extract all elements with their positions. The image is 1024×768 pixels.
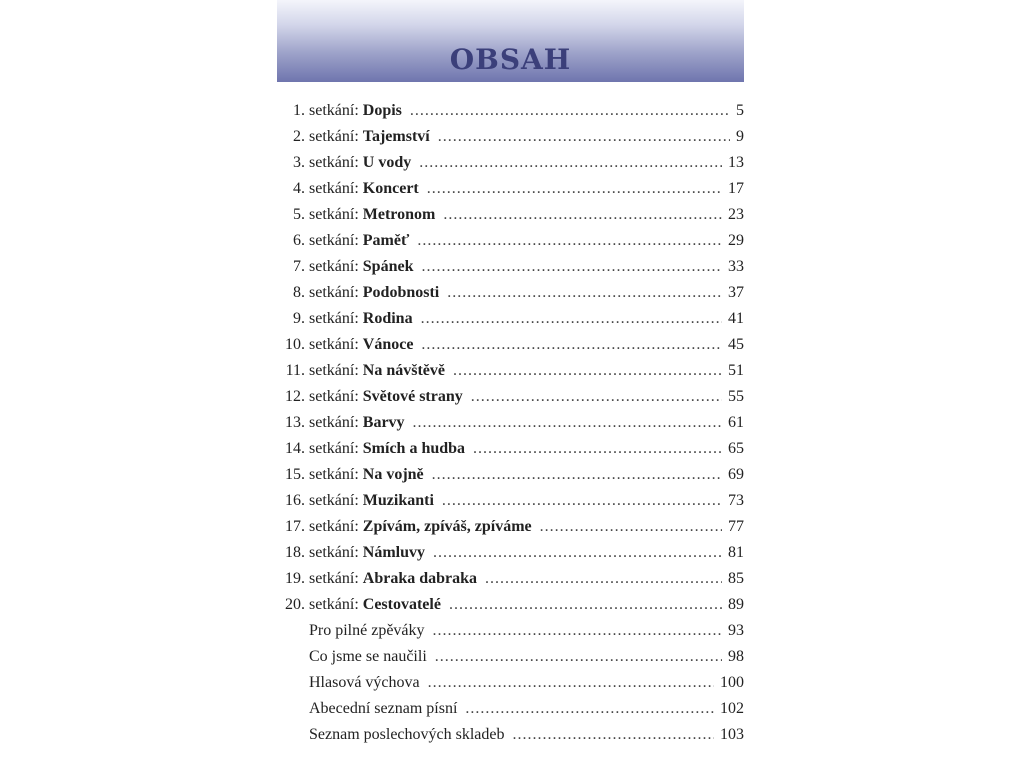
entry-prefix: setkání:	[309, 310, 359, 327]
leader-dots	[417, 228, 722, 254]
leader-dots	[449, 592, 722, 618]
leader-dots	[421, 332, 722, 358]
entry-number: 6.	[293, 232, 305, 249]
entry-prefix: setkání:	[309, 232, 359, 249]
entry-number: 5.	[293, 206, 305, 223]
entry-number: 19.	[285, 570, 305, 587]
extra-page: 93	[728, 622, 744, 639]
leader-dots	[540, 514, 722, 540]
entry-prefix: setkání:	[309, 336, 359, 353]
entry-title: Zpívám, zpíváš, zpíváme	[362, 518, 532, 535]
entry-title: Podobnosti	[362, 284, 440, 301]
entry-page: 61	[728, 414, 744, 431]
entry-title: Muzikanti	[362, 492, 434, 509]
leader-dots	[438, 124, 730, 150]
toc-extra-entry	[270, 696, 744, 722]
toc-entry	[270, 280, 744, 306]
entry-page: 81	[728, 544, 744, 561]
toc-entry	[270, 332, 744, 358]
entry-page: 17	[728, 180, 744, 197]
entry-title: Tajemství	[362, 128, 430, 145]
entry-title: Paměť	[362, 232, 410, 249]
entry-number: 9.	[293, 310, 305, 327]
entry-page: 29	[728, 232, 744, 249]
extra-label: Pro pilné zpěváky	[309, 622, 425, 639]
entry-prefix: setkání:	[309, 180, 359, 197]
entry-title: Světové strany	[362, 388, 463, 405]
toc-entry	[270, 306, 744, 332]
entry-title: Dopis	[362, 102, 402, 119]
leader-dots	[473, 436, 722, 462]
entry-page: 9	[736, 128, 744, 145]
entry-page: 73	[728, 492, 744, 509]
entry-prefix: setkání:	[309, 492, 359, 509]
leader-dots	[413, 410, 722, 436]
entry-title: Námluvy	[362, 544, 425, 561]
entry-prefix: setkání:	[309, 362, 359, 379]
extra-page: 102	[720, 700, 744, 717]
entry-page: 89	[728, 596, 744, 613]
toc-entry	[270, 410, 744, 436]
entry-number: 2.	[293, 128, 305, 145]
entry-page: 85	[728, 570, 744, 587]
entry-number: 3.	[293, 154, 305, 171]
leader-dots	[410, 98, 730, 124]
entry-title: Koncert	[362, 180, 419, 197]
entry-prefix: setkání:	[309, 102, 359, 119]
entry-title: Abraka dabraka	[362, 570, 478, 587]
entry-number: 4.	[293, 180, 305, 197]
toc-entry	[270, 462, 744, 488]
extra-page: 100	[720, 674, 744, 691]
leader-dots	[435, 644, 722, 670]
entry-title: Na návštěvě	[362, 362, 445, 379]
toc-entry	[270, 436, 744, 462]
extra-label: Seznam poslechových skladeb	[309, 726, 505, 743]
entry-prefix: setkání:	[309, 596, 359, 613]
entry-title: Spánek	[362, 258, 414, 275]
entry-number: 17.	[285, 518, 305, 535]
entry-number: 15.	[285, 466, 305, 483]
entry-prefix: setkání:	[309, 544, 359, 561]
entry-number: 13.	[285, 414, 305, 431]
entry-title: Rodina	[362, 310, 413, 327]
toc-entry	[270, 566, 744, 592]
leader-dots	[427, 176, 722, 202]
toc-entry	[270, 488, 744, 514]
toc-entry	[270, 98, 744, 124]
toc-entry	[270, 124, 744, 150]
entry-prefix: setkání:	[309, 258, 359, 275]
entry-page: 33	[728, 258, 744, 275]
toc-entry	[270, 358, 744, 384]
leader-dots	[453, 358, 722, 384]
table-of-contents	[270, 98, 744, 748]
entry-prefix: setkání:	[309, 154, 359, 171]
leader-dots	[485, 566, 722, 592]
entry-page: 69	[728, 466, 744, 483]
leader-dots	[428, 670, 714, 696]
extra-label: Abecední seznam písní	[309, 700, 458, 717]
entry-page: 23	[728, 206, 744, 223]
leader-dots	[513, 722, 715, 748]
entry-title: Metronom	[362, 206, 436, 223]
toc-entry	[270, 202, 744, 228]
leader-dots	[421, 254, 722, 280]
toc-extra-entry	[270, 618, 744, 644]
toc-entry	[270, 540, 744, 566]
entry-number: 1.	[293, 102, 305, 119]
leader-dots	[447, 280, 722, 306]
entry-title: Barvy	[362, 414, 405, 431]
toc-entry	[270, 384, 744, 410]
entry-page: 13	[728, 154, 744, 171]
entry-page: 51	[728, 362, 744, 379]
leader-dots	[465, 696, 714, 722]
toc-entry	[270, 176, 744, 202]
toc-entry	[270, 592, 744, 618]
leader-dots	[421, 306, 722, 332]
leader-dots	[443, 202, 722, 228]
entry-title: U vody	[362, 154, 412, 171]
entry-prefix: setkání:	[309, 466, 359, 483]
extra-label: Hlasová výchova	[309, 674, 420, 691]
entry-number: 20.	[285, 596, 305, 613]
leader-dots	[471, 384, 722, 410]
entry-page: 77	[728, 518, 744, 535]
entry-page: 55	[728, 388, 744, 405]
entry-title: Vánoce	[362, 336, 414, 353]
entry-page: 45	[728, 336, 744, 353]
entry-number: 18.	[285, 544, 305, 561]
toc-entry	[270, 228, 744, 254]
entry-prefix: setkání:	[309, 440, 359, 457]
extra-page: 103	[720, 726, 744, 743]
entry-number: 12.	[285, 388, 305, 405]
extra-page: 98	[728, 648, 744, 665]
entry-page: 5	[736, 102, 744, 119]
entry-prefix: setkání:	[309, 388, 359, 405]
entry-title: Na vojně	[362, 466, 424, 483]
toc-extra-entry	[270, 670, 744, 696]
entry-prefix: setkání:	[309, 206, 359, 223]
leader-dots	[433, 618, 722, 644]
entry-number: 16.	[285, 492, 305, 509]
leader-dots	[442, 488, 722, 514]
header-band	[277, 0, 744, 82]
toc-extra-entry	[270, 722, 744, 748]
entry-number: 14.	[285, 440, 305, 457]
entry-page: 65	[728, 440, 744, 457]
toc-entry	[270, 514, 744, 540]
entry-number: 10.	[285, 336, 305, 353]
entry-prefix: setkání:	[309, 518, 359, 535]
entry-prefix: setkání:	[309, 128, 359, 145]
entry-prefix: setkání:	[309, 284, 359, 301]
extra-label: Co jsme se naučili	[309, 648, 427, 665]
leader-dots	[433, 540, 722, 566]
toc-entry	[270, 254, 744, 280]
entry-number: 7.	[293, 258, 305, 275]
entry-number: 8.	[293, 284, 305, 301]
entry-prefix: setkání:	[309, 414, 359, 431]
toc-extra-entry	[270, 644, 744, 670]
leader-dots	[432, 462, 722, 488]
entry-page: 37	[728, 284, 744, 301]
entry-number: 11.	[285, 362, 305, 379]
leader-dots	[419, 150, 722, 176]
entry-page: 41	[728, 310, 744, 327]
entry-title: Cestovatelé	[362, 596, 441, 613]
toc-entry	[270, 150, 744, 176]
page-title: OBSAH	[449, 43, 572, 76]
entry-title: Smích a hudba	[362, 440, 466, 457]
entry-prefix: setkání:	[309, 570, 359, 587]
